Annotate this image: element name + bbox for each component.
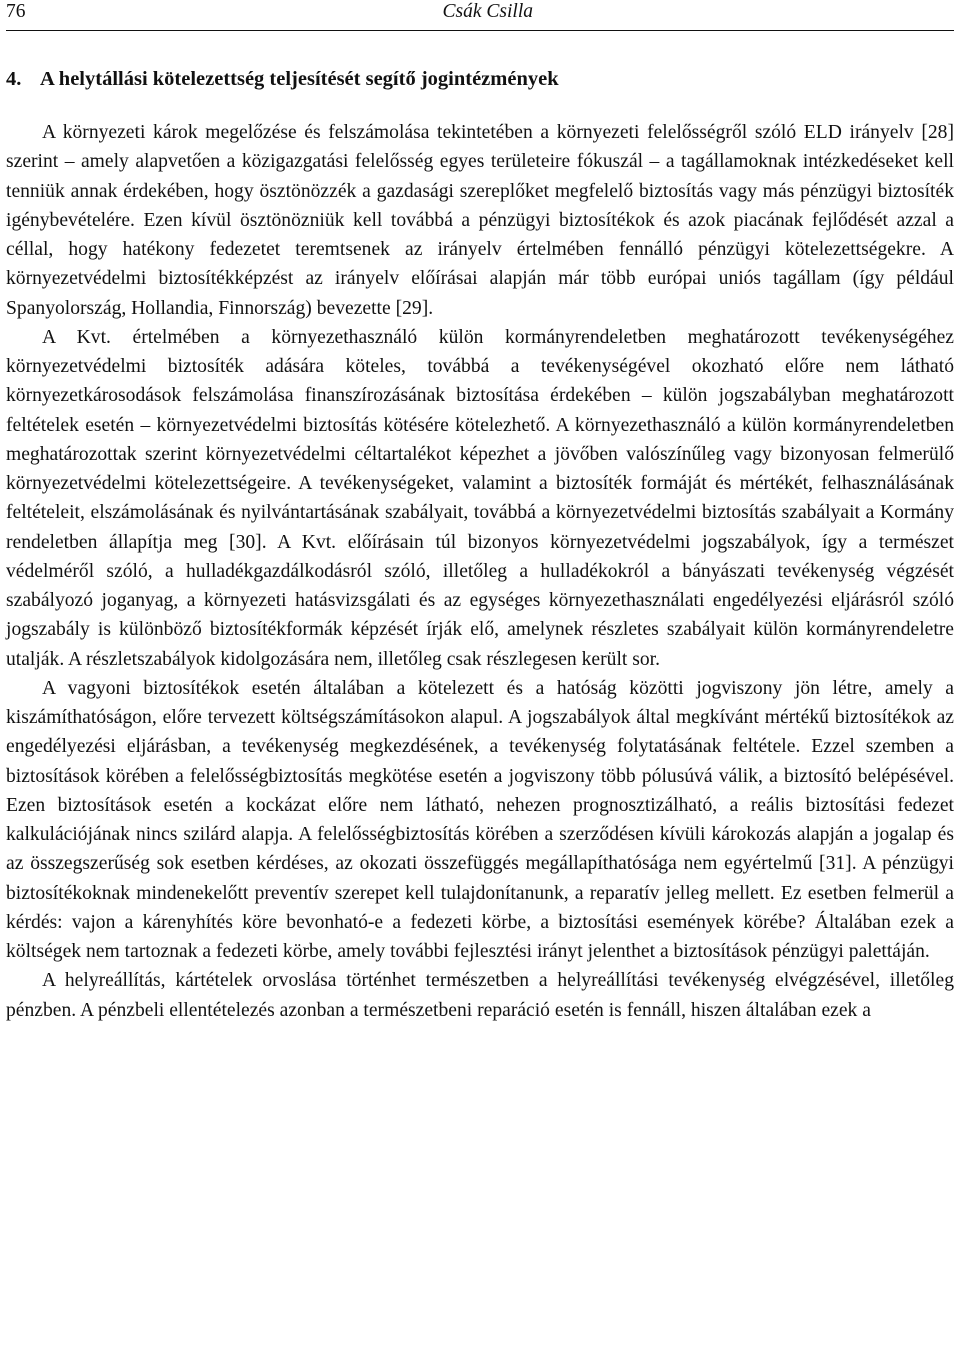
section-title-text: A helytállási kötelezettség teljesítését segítő jogintézmények bbox=[40, 68, 559, 90]
page-number: 76 bbox=[6, 1, 26, 22]
section-number: 4. bbox=[6, 68, 22, 90]
header-divider bbox=[6, 30, 954, 31]
running-header bbox=[6, 0, 954, 28]
document-page bbox=[6, 0, 954, 1025]
paragraph: A Kvt. értelmében a környezethasználó külön kormányrendeletben meghatározott tevékenységéhez környezetvédelmi biztosíték adására köteles, továbbá a tevékenységével okozható előre nem látható környezetkárosodások felszámolása finanszírozásának biztosítása érdekében – külön jogszabályban meghatározott feltételek esetén – környezetvédelmi biztosítás kötésére kötelezhető. A környezethasználó a külön kormányrendeletben meghatározottak szerint környezetvédelmi céltartalékot képezhet a jövőben valószínűleg vagy bizonyosan felmerülő környezetvédelmi kötelezettségeire. A tevékenységeket, valamint a biztosíték formáját és mértékét, felhasználásának feltételeit, elszámolásának és nyilvántartásának szabályait, továbbá a környezetvédelmi biztosítás szabályait a Kormány rendeletben állapítja meg [30]. A Kvt. előírásain túl bizonyos környezetvédelmi jogszabályok, így a természet védelméről szóló, a hulladékgazdálkodásról szóló, illetőleg a hulladékokról a bányászati tevékenység végzését szabályozó joganyag, a környezeti hatásvizsgálati és az egységes környezethasználati engedélyezési eljárásról szóló jogszabály is különböző biztosítékformák képzését írják elő, amelynek részletes szabályait külön kormányrendeletre utalják. A részletszabályok kidolgozására nem, illetőleg csak részlegesen került sor. bbox=[6, 326, 954, 670]
body-text bbox=[6, 118, 954, 1025]
paragraph: A helyreállítás, kártételek orvoslása történhet természetben a helyreállítási tevékenység elvégzésével, illetőleg pénzben. A pénzbeli ellentételezés azonban a természetbeni reparáció esetén is fennáll, hiszen általában ezek a bbox=[6, 970, 954, 1021]
paragraph: A környezeti károk megelőzése és felszámolása tekintetében a környezeti felelősségről szóló ELD irányelv [28] szerint – amely alapvetően a közigazgatási felelősség egyes területeire fókuszál – a tagállamoknak intézkedéseket kell tenniük annak érdekében, hogy ösztönözzék a gazdasági szereplőket megfelelő biztosítás vagy más pénzügyi biztosíték igénybevételére. Ezen kívül ösztönözniük kell továbbá a pénzügyi biztosítékok és azok piacának fejlődését azzal a céllal, hogy hatékony fedezetet teremtsenek az irányelv értelmében fennálló pénzügyi kötelezettségekre. A környezetvédelmi biztosítékképzést az irányelv előírásai alapján már több európai uniós tagállam (így például Spanyolország, Hollandia, Finnország) bevezette [29]. bbox=[6, 122, 954, 319]
section-heading bbox=[6, 65, 954, 93]
paragraph: A vagyoni biztosítékok esetén általában a kötelezett és a hatóság közötti jogviszony jön létre, amely a kiszámíthatóságon, előre tervezett költségszámításokon alapul. A jogszabályok által megkívánt mértékű biztosítékok az engedélyezési eljárásban, a tevékenység megkezdésének, a tevékenység folytatásának feltétele. Ezzel szemben a biztosítások körében a felelősségbiztosítás megkötése esetén a jogviszony több pólusúvá válik, a biztosító belépésével. Ezen biztosítások esetén a kockázat előre nem látható, nehezen prognosztizálható, a reális biztosítási fedezet kalkulációjának nincs szilárd alapja. A felelősségbiztosítás körében a szerződésen kívüli károkozás alapján a jogalap és az összegszerűség sok esetben kérdéses, az okozati összefüggés megállapíthatósága nem egyértelmű [31]. A pénzügyi biztosítékoknak mindenekelőtt preventív szerepet kell tulajdonítanunk, a reparatív jelleg mellett. Ez esetben felmerül a kérdés: vajon a kárenyhítés köre bevonható-e a fedezeti körbe, a biztosítási események körébe? Általában ezek a költségek nem tartoznak a fedezeti körbe, amely további fejlesztési irányt jelenthet a biztosítások pénzügyi palettáján. bbox=[6, 677, 954, 962]
running-header-author: Csák Csilla bbox=[442, 1, 533, 22]
